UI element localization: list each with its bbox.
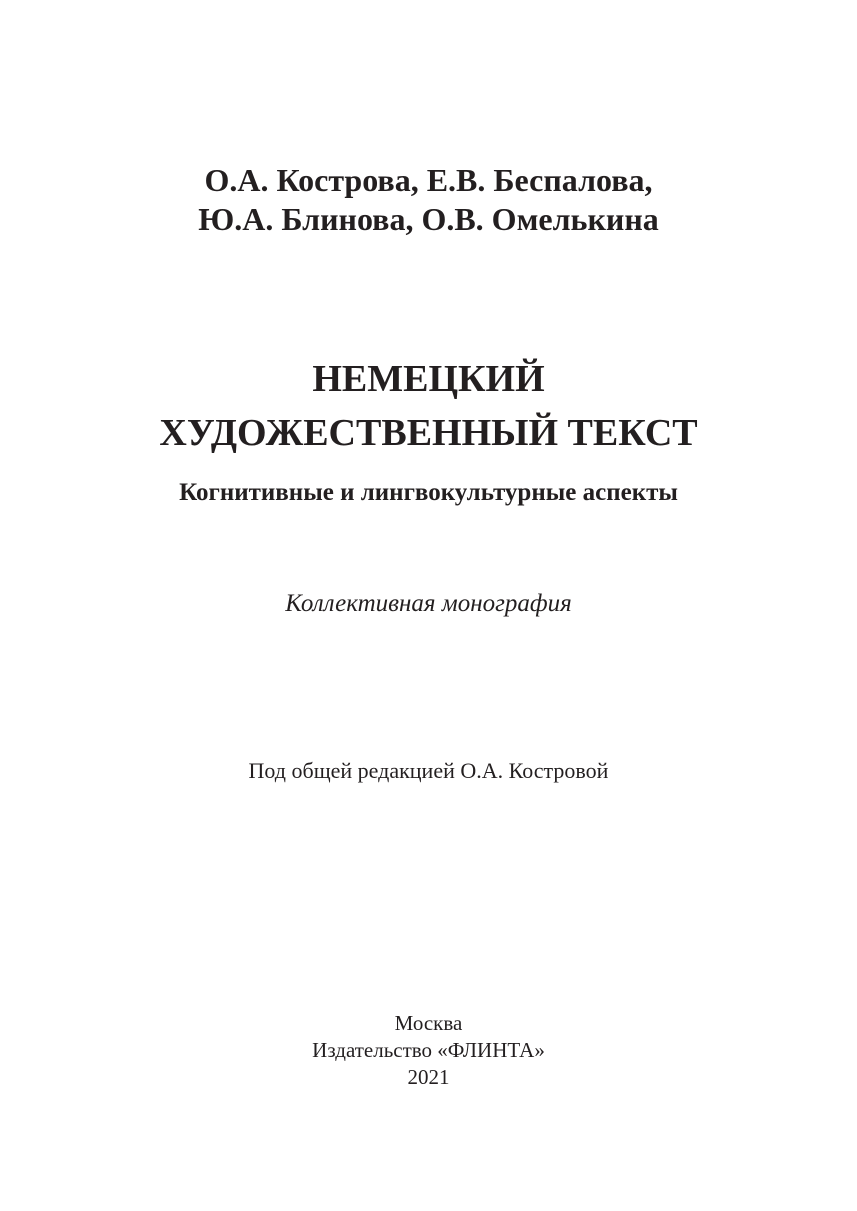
- authors-line-1: О.А. Кострова, Е.В. Беспалова,: [204, 162, 653, 198]
- imprint-year: 2021: [407, 1065, 450, 1089]
- book-subtitle: Когнитивные и лингвокультурные аспекты: [179, 479, 678, 506]
- publication-genre: Коллективная монография: [285, 590, 572, 617]
- editor-credit: Под общей редакцией О.А. Костровой: [248, 758, 609, 783]
- imprint-city: Москва: [394, 1011, 463, 1035]
- book-title-line-1: НЕМЕЦКИЙ: [312, 358, 545, 400]
- authors-line-2: Ю.А. Блинова, О.В. Омелькина: [198, 201, 659, 237]
- imprint-publisher: Издательство «ФЛИНТА»: [312, 1038, 545, 1062]
- book-title-line-2: ХУДОЖЕСТВЕННЫЙ ТЕКСТ: [159, 412, 698, 454]
